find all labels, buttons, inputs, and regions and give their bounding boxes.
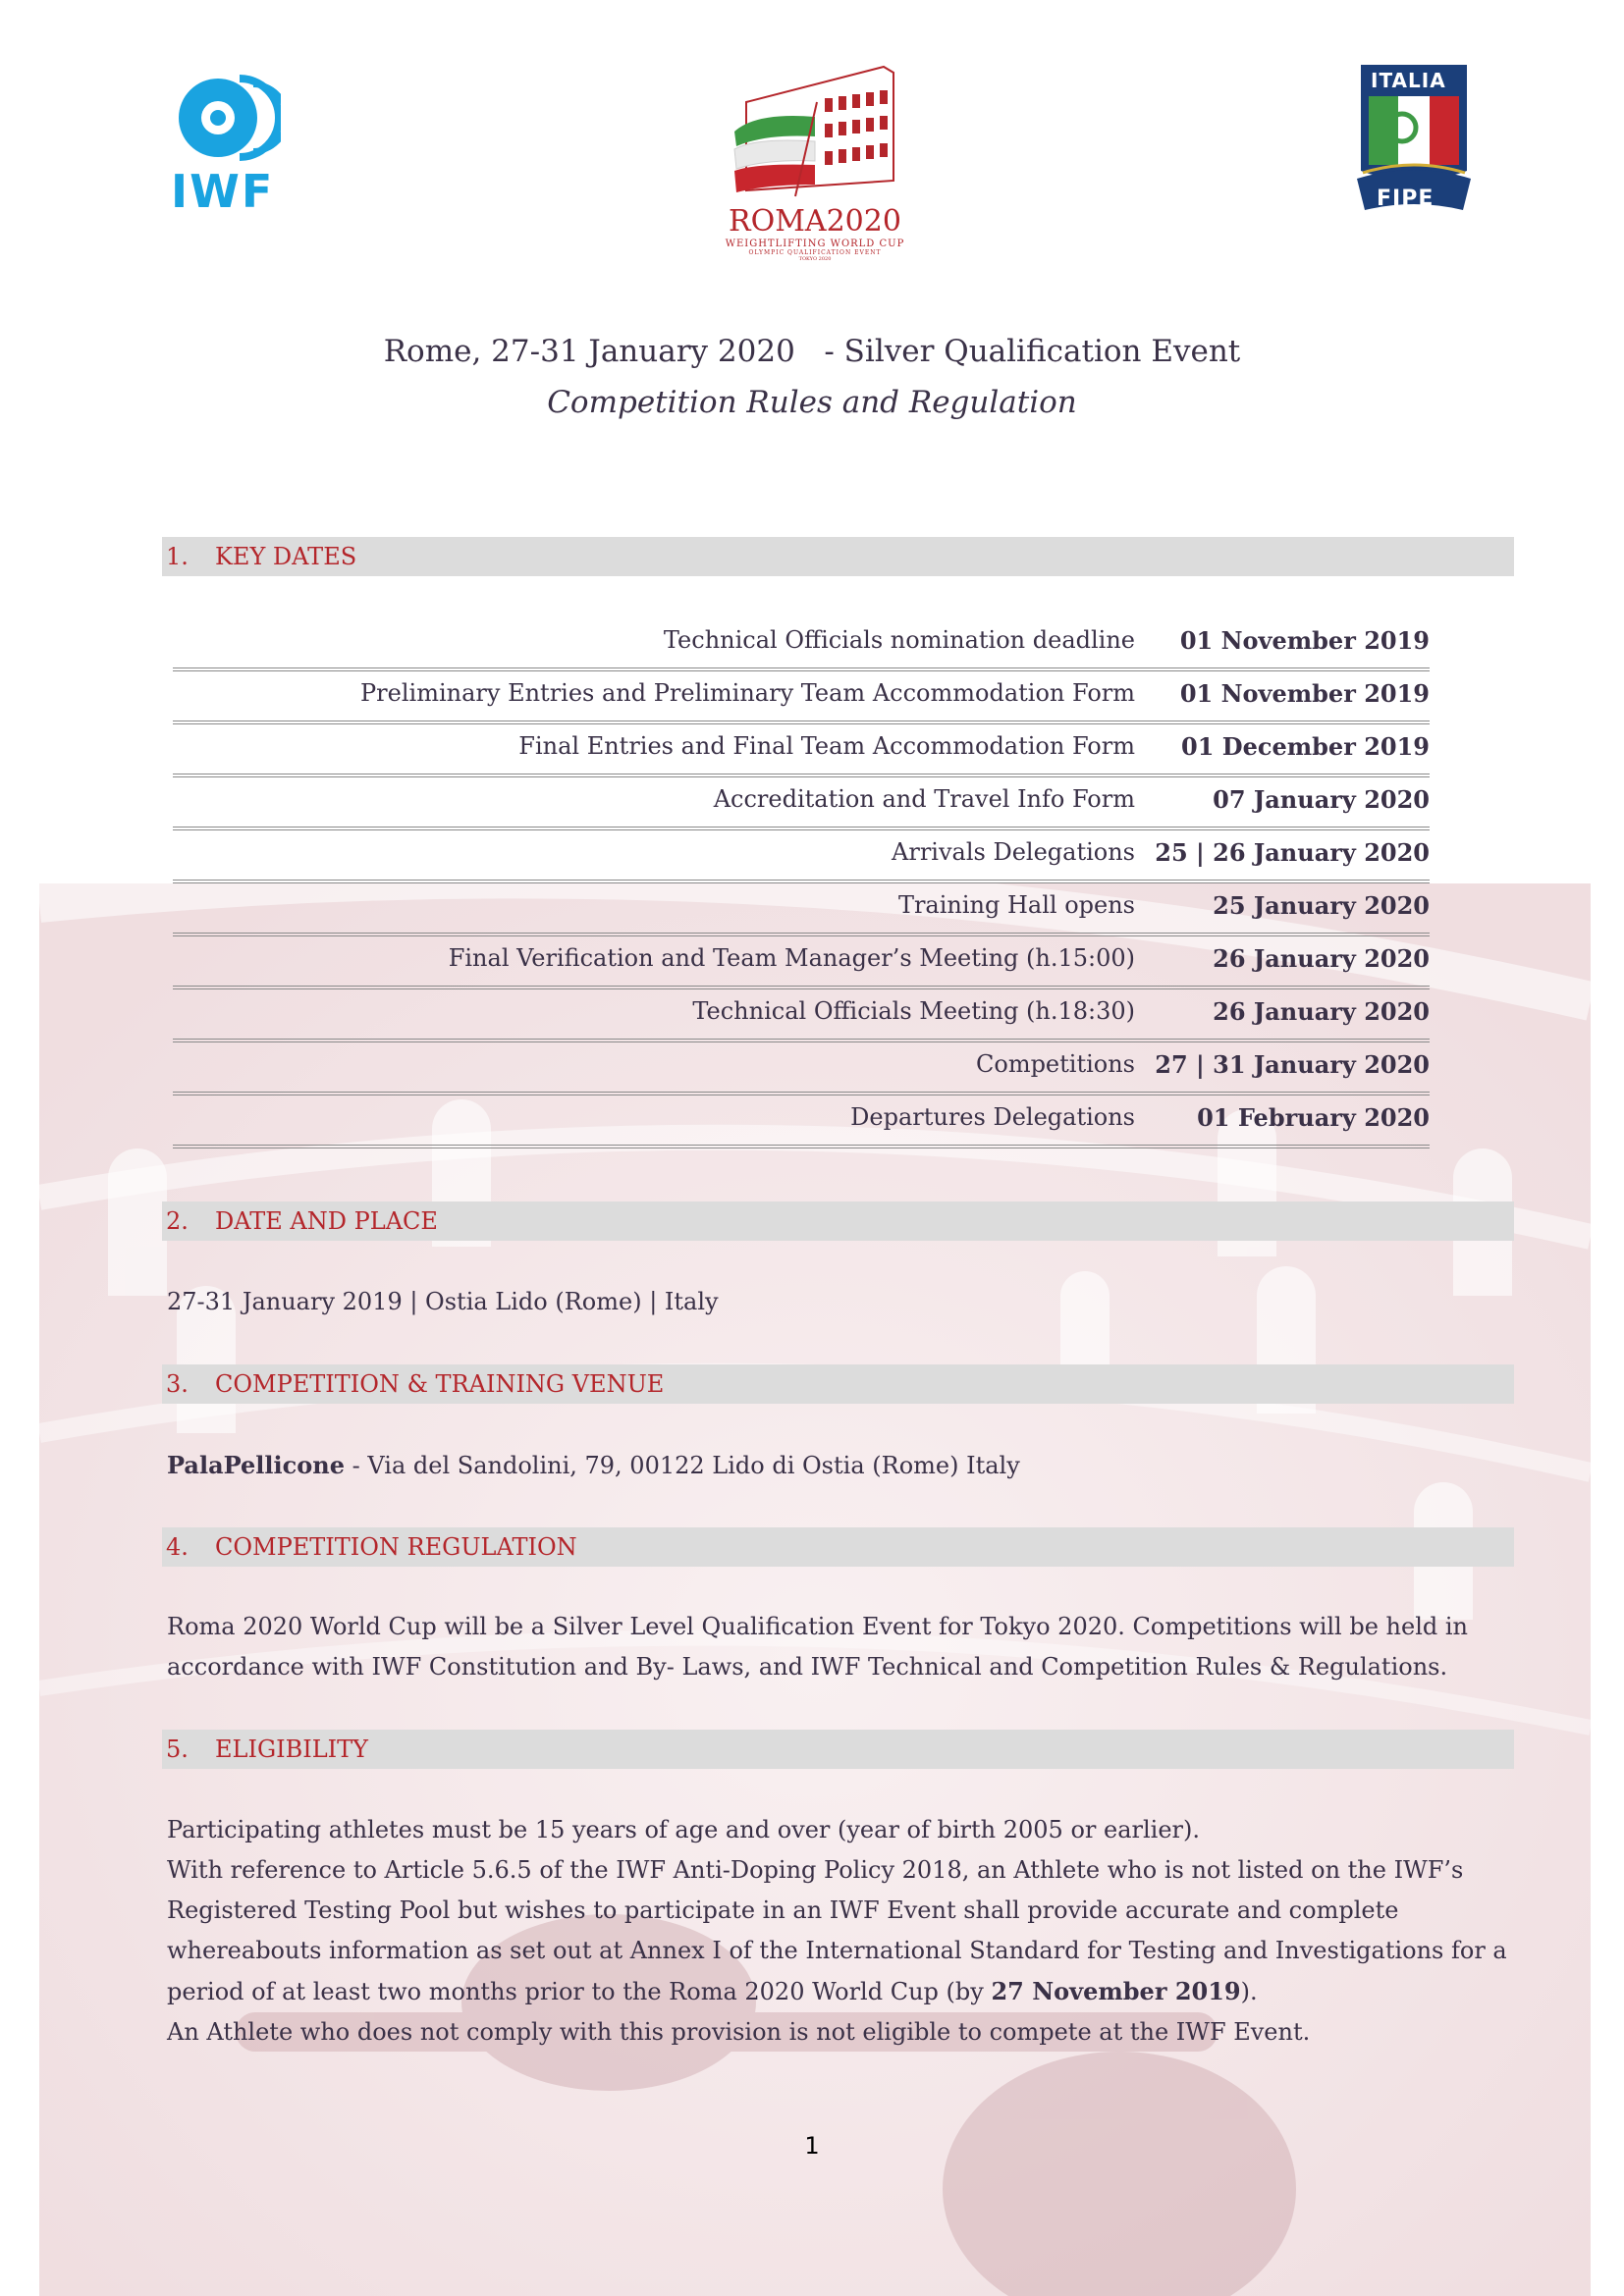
iwf-logo [167,69,285,216]
key-date-label: Preliminary Entries and Preliminary Team Accommodation Form [360,679,1135,707]
key-date-label: Accreditation and Travel Info Form [713,785,1135,813]
roma2020-logo-sub2: OLYMPIC QUALIFICATION EVENT [748,249,882,256]
key-date-row [173,724,1430,777]
key-date-row [173,936,1430,989]
venue-address: - Via del Sandolini, 79, 00122 Lido di Ostia (Rome) Italy [344,1452,1020,1479]
section-label: KEY DATES [215,543,357,570]
section-number: 5. [166,1735,189,1763]
key-date-row [173,989,1430,1042]
key-date-label: Technical Officials Meeting (h.18:30) [692,997,1135,1025]
key-dates-table [173,618,1430,1148]
key-date-value: 25 | 26 January 2020 [1155,838,1430,867]
key-date-row [173,618,1430,671]
fipe-logo [1355,63,1473,220]
eligibility-line-1: Participating athletes must be 15 years of age and over (year of birth 2005 or earlier). [167,1816,1201,1843]
venue-name: PalaPellicone [167,1451,345,1479]
key-date-row [173,883,1430,936]
section-label: COMPETITION & TRAINING VENUE [215,1370,665,1398]
roma2020-logo-sub3: TOKYO 2020 [798,256,832,262]
colosseum-icon [727,63,903,200]
roma2020-logo [717,63,913,298]
eligibility-line-2-a: With reference to Article 5.6.5 of the IWF Anti-Doping Policy 2018, an Athlete who is not listed on the IWF’s Registered Testing Pool but wishes to participate in an IWF Event shall provide accurate and complete whereabouts information as set out at Annex I of the International Standard for Testing and Investigations for a period of at least two months prior to the Roma 2020 World Cup (by [167,1856,1507,2005]
eligibility-line-2-b: ). [1240,1978,1258,2005]
section-label: ELIGIBILITY [215,1735,368,1763]
key-date-value: 26 January 2020 [1213,997,1430,1026]
key-date-value: 26 January 2020 [1213,944,1430,973]
key-date-label: Final Entries and Final Team Accommodation Form [518,732,1135,760]
eligibility-line-2 [167,1850,1514,2012]
key-date-row [173,671,1430,724]
key-date-label: Technical Officials nomination deadline [663,626,1135,654]
eligibility-deadline: 27 November 2019 [991,1977,1241,2005]
section-number: 1. [166,543,189,570]
document-subtitle: Competition Rules and Regulation [547,385,1077,420]
key-date-label: Competitions [976,1050,1135,1078]
section-heading-eligibility [162,1730,1514,1769]
section-heading-key-dates [162,537,1514,576]
key-date-row [173,777,1430,830]
key-date-value: 01 November 2019 [1179,626,1430,655]
fipe-logo-fipe-text: FIPE [1377,187,1435,211]
iwf-plates-icon [171,71,281,165]
page-number: 1 [804,2132,820,2160]
key-date-label: Departures Delegations [850,1103,1135,1131]
venue-text [167,1445,1514,1486]
iwf-logo-text: IWF [171,165,275,218]
date-place-text: 27-31 January 2019 | Ostia Lido (Rome) | Italy [167,1288,719,1315]
section-heading-venue [162,1364,1514,1404]
eligibility-line-3: An Athlete who does not comply with this provision is not eligible to compete at the IWF Event. [167,2018,1311,2046]
section-label: DATE AND PLACE [215,1207,438,1235]
roma2020-logo-sub1: WEIGHTLIFTING WORLD CUP [725,239,905,249]
section-heading-regulation [162,1527,1514,1567]
section-heading-date-place [162,1201,1514,1241]
key-date-row [173,1042,1430,1095]
section-number: 3. [166,1370,189,1398]
section-label: COMPETITION REGULATION [215,1533,577,1561]
key-date-label: Arrivals Delegations [892,838,1135,866]
key-date-row [173,830,1430,883]
key-date-label: Training Hall opens [897,891,1135,919]
key-date-value: 01 February 2020 [1197,1103,1430,1132]
section-number: 4. [166,1533,189,1561]
regulation-text: Roma 2020 World Cup will be a Silver Level Qualification Event for Tokyo 2020. Competitions will be held in accordance with IWF Constitution and By- Laws, and IWF Technical and Competition Rules & Regulations. [167,1613,1469,1681]
key-date-label: Final Verification and Team Manager’s Meeting (h.15:00) [448,944,1135,972]
key-date-value: 25 January 2020 [1213,891,1430,920]
key-date-row [173,1095,1430,1148]
key-date-value: 07 January 2020 [1213,785,1430,814]
fipe-logo-italia-text: ITALIA [1371,69,1446,92]
roma2020-logo-title: ROMA2020 [729,204,901,239]
row-divider [173,1145,1430,1148]
key-date-value: 01 November 2019 [1179,679,1430,708]
key-date-value: 01 December 2019 [1181,732,1430,761]
key-date-value: 27 | 31 January 2020 [1155,1050,1430,1079]
eligibility-text [167,1810,1514,2053]
section-number: 2. [166,1207,189,1235]
document-title: Rome, 27-31 January 2020 - Silver Qualification Event [383,334,1241,369]
